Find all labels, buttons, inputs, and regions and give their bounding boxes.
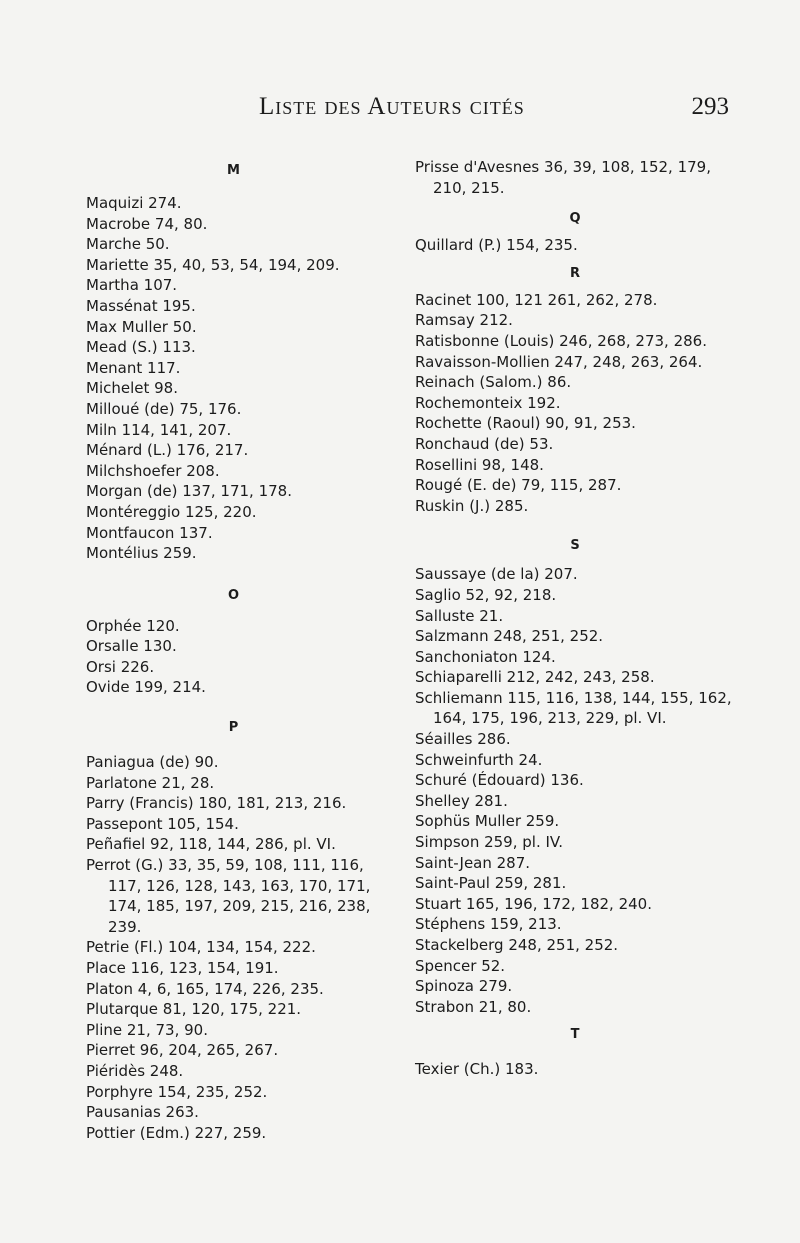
index-entry: Texier (Ch.) 183.	[415, 1060, 539, 1079]
index-entry: Menant 117.	[86, 358, 181, 377]
index-entry: Pausanias 263.	[86, 1103, 199, 1122]
index-entry: Ovide 199, 214.	[86, 678, 206, 697]
index-entry: Orsalle 130.	[86, 637, 177, 656]
section-letter: O	[227, 587, 240, 603]
index-entry: Plutarque 81, 120, 175, 221.	[86, 1000, 302, 1019]
index-entry: Rougé (E. de) 79, 115, 287.	[415, 476, 622, 495]
index-entry: Parry (Francis) 180, 181, 213, 216.	[86, 794, 347, 813]
index-entry: Montfaucon 137.	[86, 523, 213, 542]
index-entry: Sophüs Muller 259.	[415, 812, 560, 831]
index-entry: Saglio 52, 92, 218.	[415, 585, 557, 604]
section-letter: R	[569, 265, 580, 281]
index-entry: Milchshoefer 208.	[86, 461, 220, 480]
index-entry: Ramsay 212.	[415, 311, 513, 330]
index-entry: Sanchoniaton 124.	[415, 647, 556, 666]
index-entry: Morgan (de) 137, 171, 178.	[86, 482, 292, 501]
index-entry: Max Muller 50.	[86, 317, 197, 336]
index-entry: Parlatone 21, 28.	[86, 773, 215, 792]
index-entry: Salzmann 248, 251, 252.	[415, 627, 604, 646]
index-entry: Stackelberg 248, 251, 252.	[415, 936, 619, 954]
index-entry: Rochette (Raoul) 90, 91, 253.	[415, 414, 636, 433]
index-entry: Schuré (Édouard) 136.	[415, 771, 584, 790]
index-entry: Spencer 52.	[415, 956, 506, 975]
index-entry: Passepont 105, 154.	[86, 814, 239, 833]
index-entry: Marche 50.	[86, 235, 170, 254]
index-entry: Pline 21, 73, 90.	[86, 1020, 208, 1039]
right-column	[415, 157, 735, 1080]
running-title: Liste des Auteurs cités	[259, 93, 525, 120]
index-entry: Quillard (P.) 154, 235.	[415, 236, 578, 255]
index-entry: Massénat 195.	[86, 296, 196, 315]
page-header	[259, 93, 729, 127]
index-entry: Orphée 120.	[86, 616, 180, 635]
index-entry: Reinach (Salom.) 86.	[415, 373, 572, 392]
index-entry: Saint-Jean 287.	[415, 853, 531, 872]
section-letter: T	[570, 1027, 580, 1043]
index-entry: Michelet 98.	[86, 379, 178, 398]
index-entry: Rochemonteix 192.	[415, 393, 561, 412]
left-column	[86, 161, 381, 1143]
index-entry: Ravaisson-Mollien 247, 248, 263, 264.	[415, 352, 703, 371]
index-entry: Piéridès 248.	[86, 1061, 184, 1080]
index-entry: Prisse d'Avesnes 36, 39, 108, 152, 179, 210, 215.	[415, 158, 711, 197]
index-entry: Montélius 259.	[86, 544, 197, 563]
index-entry: Ronchaud (de) 53.	[415, 434, 554, 453]
index-entry: Peñafiel 92, 118, 144, 286, pl. VI.	[86, 835, 336, 854]
index-entry: Stéphens 159, 213.	[415, 915, 562, 934]
index-entry: Racinet 100, 121 261, 262, 278.	[415, 290, 658, 309]
index-entry: Ménard (L.) 176, 217.	[86, 441, 249, 460]
index-entry: Maquizi 274.	[86, 194, 182, 212]
index-entry: Mariette 35, 40, 53, 54, 194, 209.	[86, 255, 340, 274]
index-entry: Place 116, 123, 154, 191.	[86, 959, 279, 977]
index-entry: Rosellini 98, 148.	[415, 455, 544, 474]
index-entry: Platon 4, 6, 165, 174, 226, 235.	[86, 979, 324, 998]
index-entry: Pierret 96, 204, 265, 267.	[86, 1041, 279, 1060]
index-entry: Ruskin (J.) 285.	[415, 496, 529, 515]
index-entry: Montéreggio 125, 220.	[86, 502, 257, 521]
section-letter: S	[570, 538, 580, 554]
index-entry: Milloué (de) 75, 176.	[86, 399, 242, 418]
index-entry: Pottier (Edm.) 227, 259.	[86, 1123, 267, 1142]
section-letter: P	[228, 720, 239, 736]
index-entry: Ratisbonne (Louis) 246, 268, 273, 286.	[415, 331, 707, 350]
index-entry: Schliemann 115, 116, 138, 144, 155, 162, 164, 175, 196, 213, 229, pl. VI.	[415, 688, 732, 728]
index-entry: Paniagua (de) 90.	[86, 753, 219, 772]
index-entry: Petrie (Fl.) 104, 134, 154, 222.	[86, 938, 316, 957]
page-number: 293	[691, 93, 729, 120]
section-letter: M	[227, 163, 240, 178]
index-entry: Schweinfurth 24.	[415, 750, 543, 769]
index-entry: Salluste 21.	[415, 606, 504, 625]
index-entry: Saint-Paul 259, 281.	[415, 874, 567, 893]
section-letter: Q	[569, 211, 581, 227]
index-entry: Perrot (G.) 33, 35, 59, 108, 111, 116, 117, 126, 128, 143, 163, 170, 171, 174, 185, 197, 209, 215, 216, 238, 239.	[86, 856, 371, 936]
index-entry: Macrobe 74, 80.	[86, 214, 208, 233]
index-entry: Stuart 165, 196, 172, 182, 240.	[415, 894, 652, 913]
index-entry: Spinoza 279.	[415, 977, 513, 996]
index-entry: Mead (S.) 113.	[86, 338, 196, 357]
index-entry: Schiaparelli 212, 242, 243, 258.	[415, 668, 655, 687]
index-entry: Orsi 226.	[86, 657, 155, 676]
index-entry: Simpson 259, pl. IV.	[415, 833, 564, 852]
index-entry: Porphyre 154, 235, 252.	[86, 1082, 268, 1101]
index-entry: Strabon 21, 80.	[415, 997, 532, 1016]
index-entry: Séailles 286.	[415, 730, 511, 749]
index-entry: Martha 107.	[86, 276, 178, 295]
index-entry: Shelley 281.	[415, 791, 508, 810]
index-entry: Miln 114, 141, 207.	[86, 420, 232, 439]
index-entry: Saussaye (de la) 207.	[415, 565, 578, 584]
